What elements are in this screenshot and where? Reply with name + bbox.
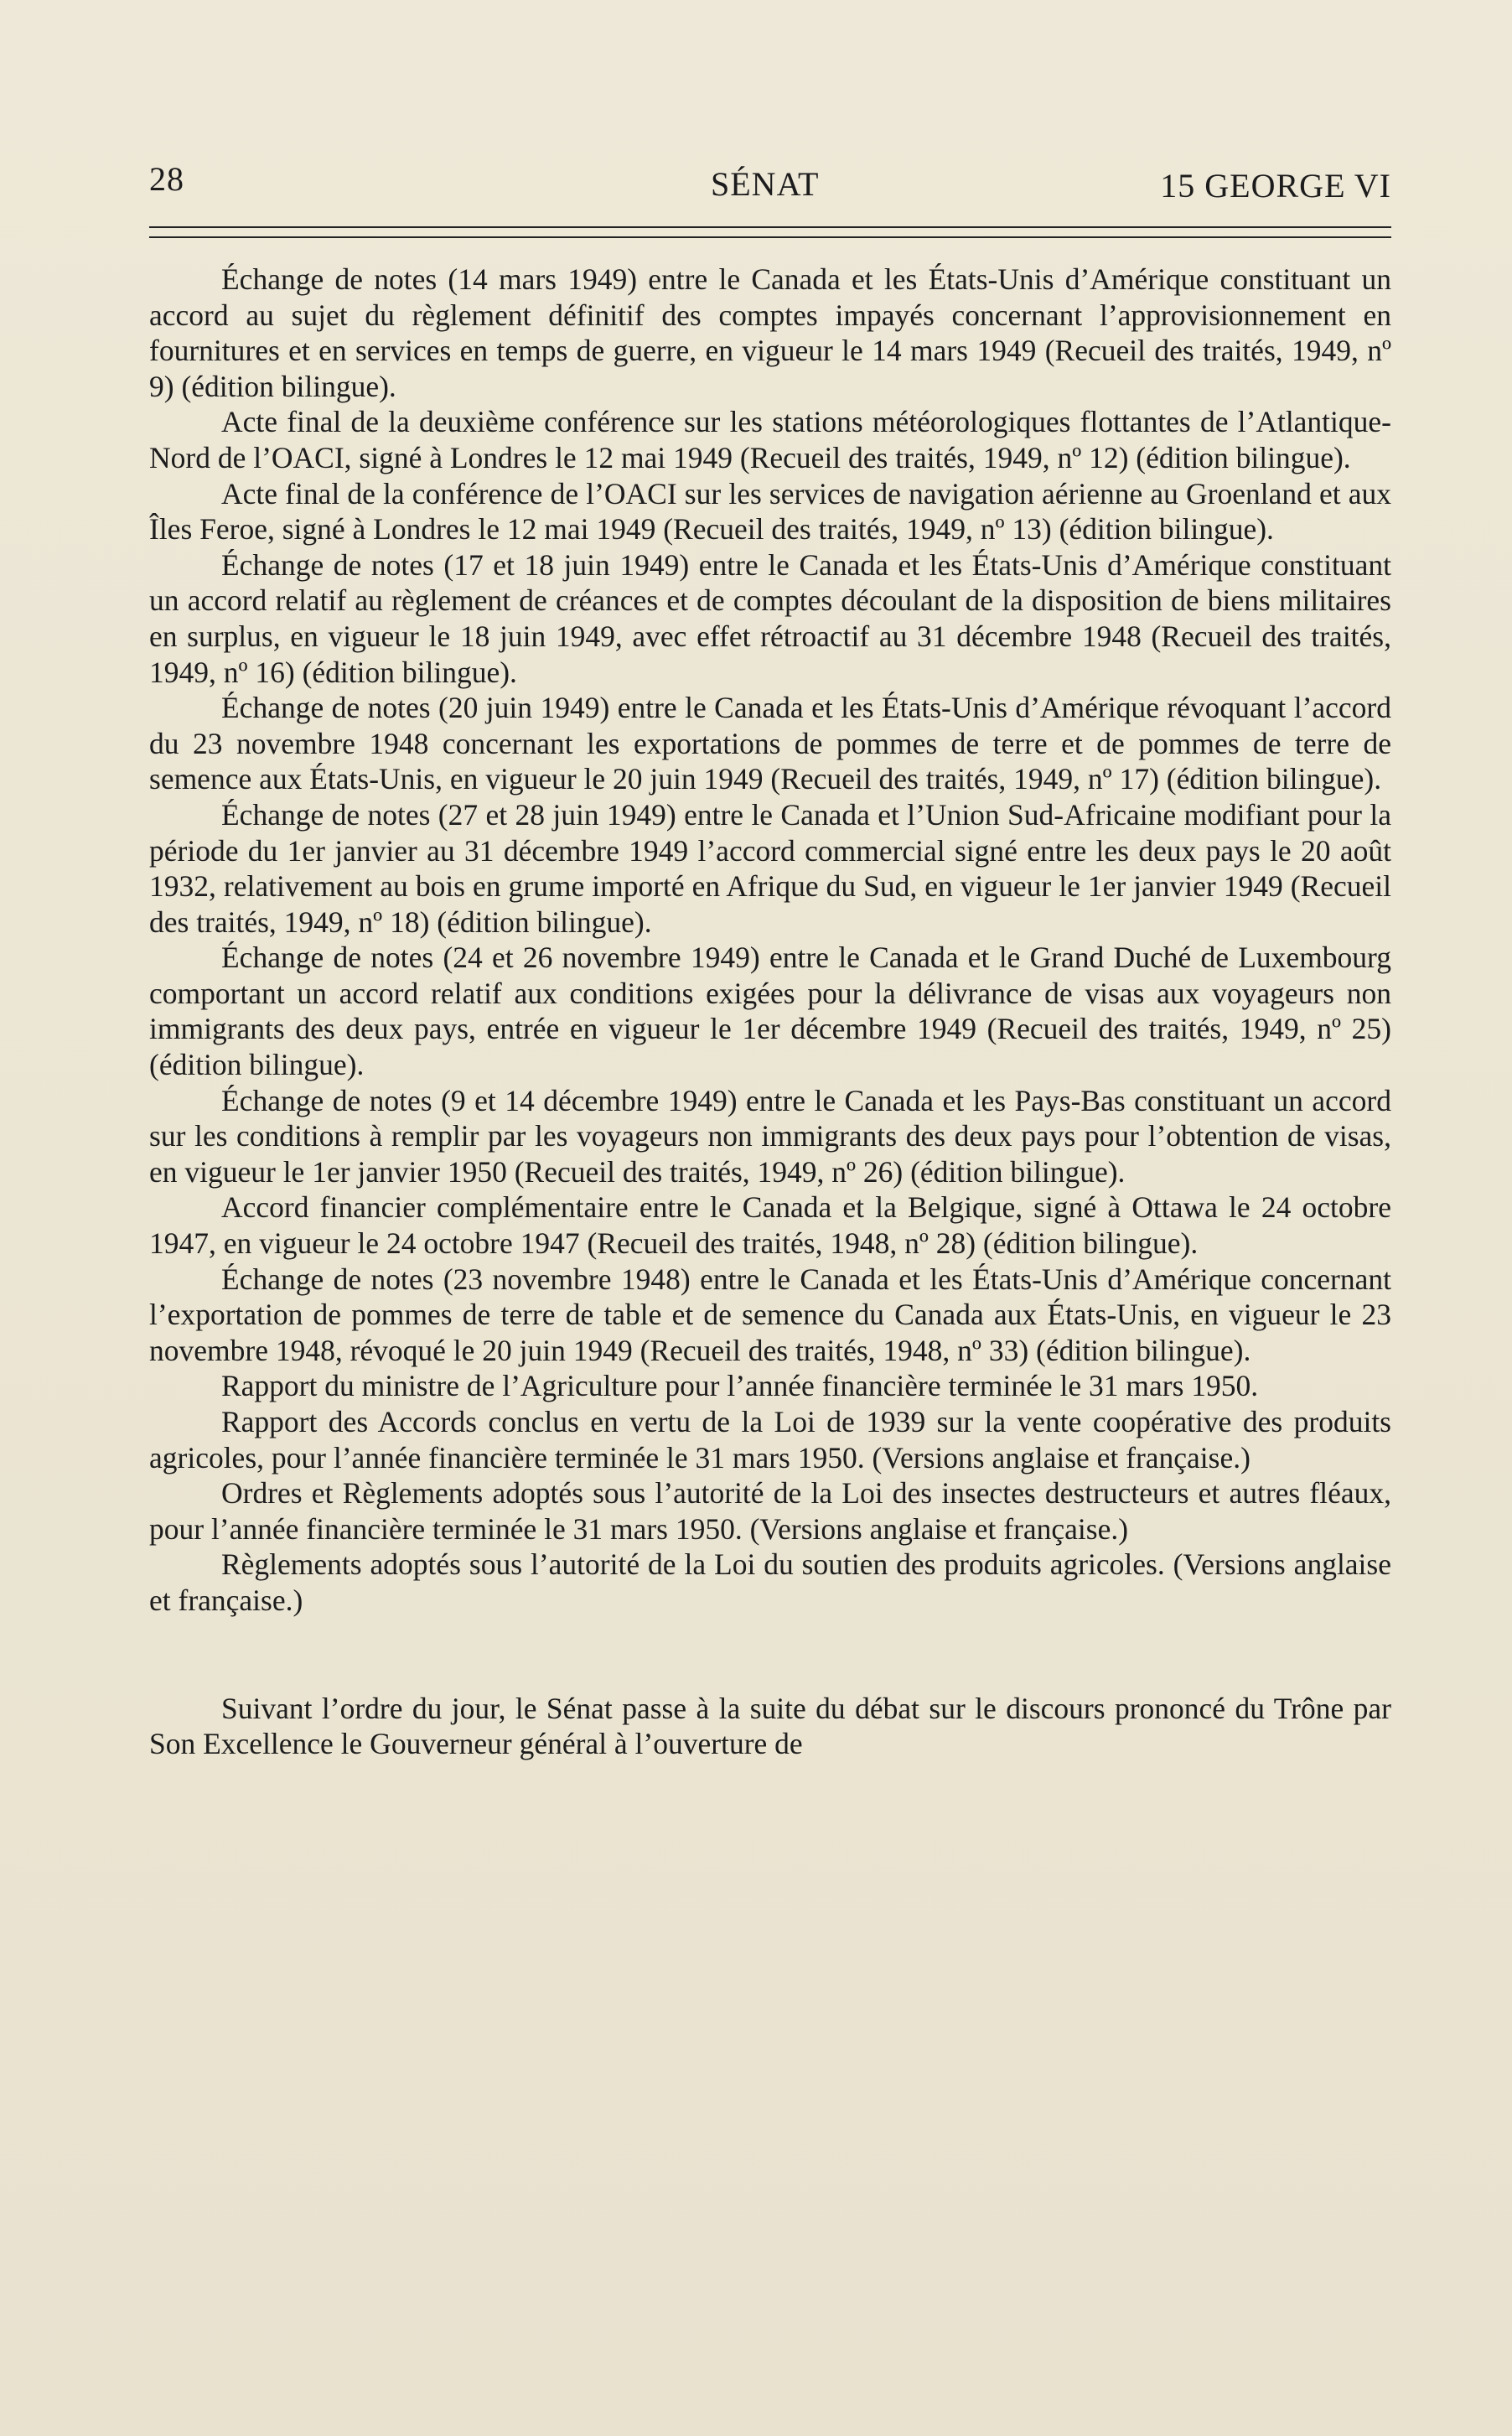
paragraph: Échange de notes (27 et 28 juin 1949) entre le Canada et l’Union Sud-Africaine modifiant pour la période du 1er janvier au 31 décembre 1949 l’accord commercial signé entre les deux pays le 20 août 1932, relativement au bois en grume importé en Afrique du Sud, en vigueur le 1er janvier 1949 (Recueil des traités, 1949, nº 18) (édition bilingue). [149,797,1391,939]
paragraph: Règlements adoptés sous l’autorité de la Loi du soutien des produits agricoles. (Versions anglaise et française.) [149,1547,1391,1617]
header-double-rule [149,226,1391,238]
regnal-year: 15 GEORGE VI [1160,167,1391,205]
paragraph: Rapport du ministre de l’Agriculture pour l’année financière terminée le 31 mars 1950. [221,1369,1259,1403]
paragraph: Acte final de la conférence de l’OACI sur les services de navigation aérienne au Groenland et aux Îles Feroe, signé à Londres le 12 mai 1949 (Recueil des traités, 1949, nº 13) (édition bilingue). [149,476,1391,547]
paragraph: Échange de notes (24 et 26 novembre 1949) entre le Canada et le Grand Duché de Luxembourg comportant un accord relatif aux conditions exigées pour la délivrance de visas aux voyageurs non immigrants des deux pays, entrée en vigueur le 1er décembre 1949 (Recueil des traités, 1949, nº 25) (édition bilingue). [149,941,1391,1082]
running-title: SÉNAT [711,165,820,203]
paragraph: Échange de notes (23 novembre 1948) entre le Canada et les États-Unis d’Amérique concernant l’exportation de pommes de terre de table et de semence du Canada aux États-Unis, en vigueur le 23 novembre 1948, révoqué le 20 juin 1949 (Recueil des traités, 1948, nº 33) (édition bilingue). [149,1262,1391,1367]
paragraph: Échange de notes (17 et 18 juin 1949) entre le Canada et les États-Unis d’Amérique constituant un accord relatif au règlement de créances et de comptes découlant de la disposition de biens militaires en surplus, en vigueur le 18 juin 1949, avec effet rétroactif au 31 décembre 1948 (Recueil des traités, 1949, nº 16) (édition bilingue). [149,547,1391,689]
paragraph: Ordres et Règlements adoptés sous l’autorité de la Loi des insectes destructeurs et autres fléaux, pour l’année financière terminée le 31 mars 1950. (Versions anglaise et française.) [149,1476,1391,1546]
paragraph: Accord financier complémentaire entre le Canada et la Belgique, signé à Ottawa le 24 octobre 1947, en vigueur le 24 octobre 1947 (Recueil des traités, 1948, nº 28) (édition bilingue). [149,1190,1391,1261]
paragraph: Échange de notes (9 et 14 décembre 1949) entre le Canada et les Pays-Bas constituant un accord sur les conditions à remplir par les voyageurs non immigrants des deux pays pour l’obtention de visas, en vigueur le 1er janvier 1950 (Recueil des traités, 1949, nº 26) (édition bilingue). [149,1083,1391,1189]
paragraph: Acte final de la deuxième conférence sur les stations météorologiques flottantes de l’Atlantique-Nord de l’OACI, signé à Londres le 12 mai 1949 (Recueil des traités, 1949, nº 12) (édition bilingue). [149,405,1391,474]
page-header [149,159,1391,210]
paragraph: Échange de notes (20 juin 1949) entre le Canada et les États-Unis d’Amérique révoquant l’accord du 23 novembre 1948 concernant les exportations de pommes de terre et de pommes de terre de semence aux États-Unis, en vigueur le 20 juin 1949 (Recueil des traités, 1949, nº 17) (édition bilingue). [149,691,1391,796]
document-body [149,262,1391,1762]
page-number: 28 [149,160,184,198]
paragraph: Suivant l’ordre du jour, le Sénat passe à la suite du débat sur le discours prononcé du Trône par Son Excellence le Gouverneur général à l’ouverture de [149,1691,1391,1761]
paragraph: Échange de notes (14 mars 1949) entre le Canada et les États-Unis d’Amérique constituant un accord au sujet du règlement définitif des comptes impayés concernant l’approvisionnement en fournitures et en services en temps de guerre, en vigueur le 14 mars 1949 (Recueil des traités, 1949, nº 9) (édition bilingue). [149,262,1391,403]
paragraph: Rapport des Accords conclus en vertu de la Loi de 1939 sur la vente coopérative des produits agricoles, pour l’année financière terminée le 31 mars 1950. (Versions anglaise et française.) [149,1405,1391,1475]
